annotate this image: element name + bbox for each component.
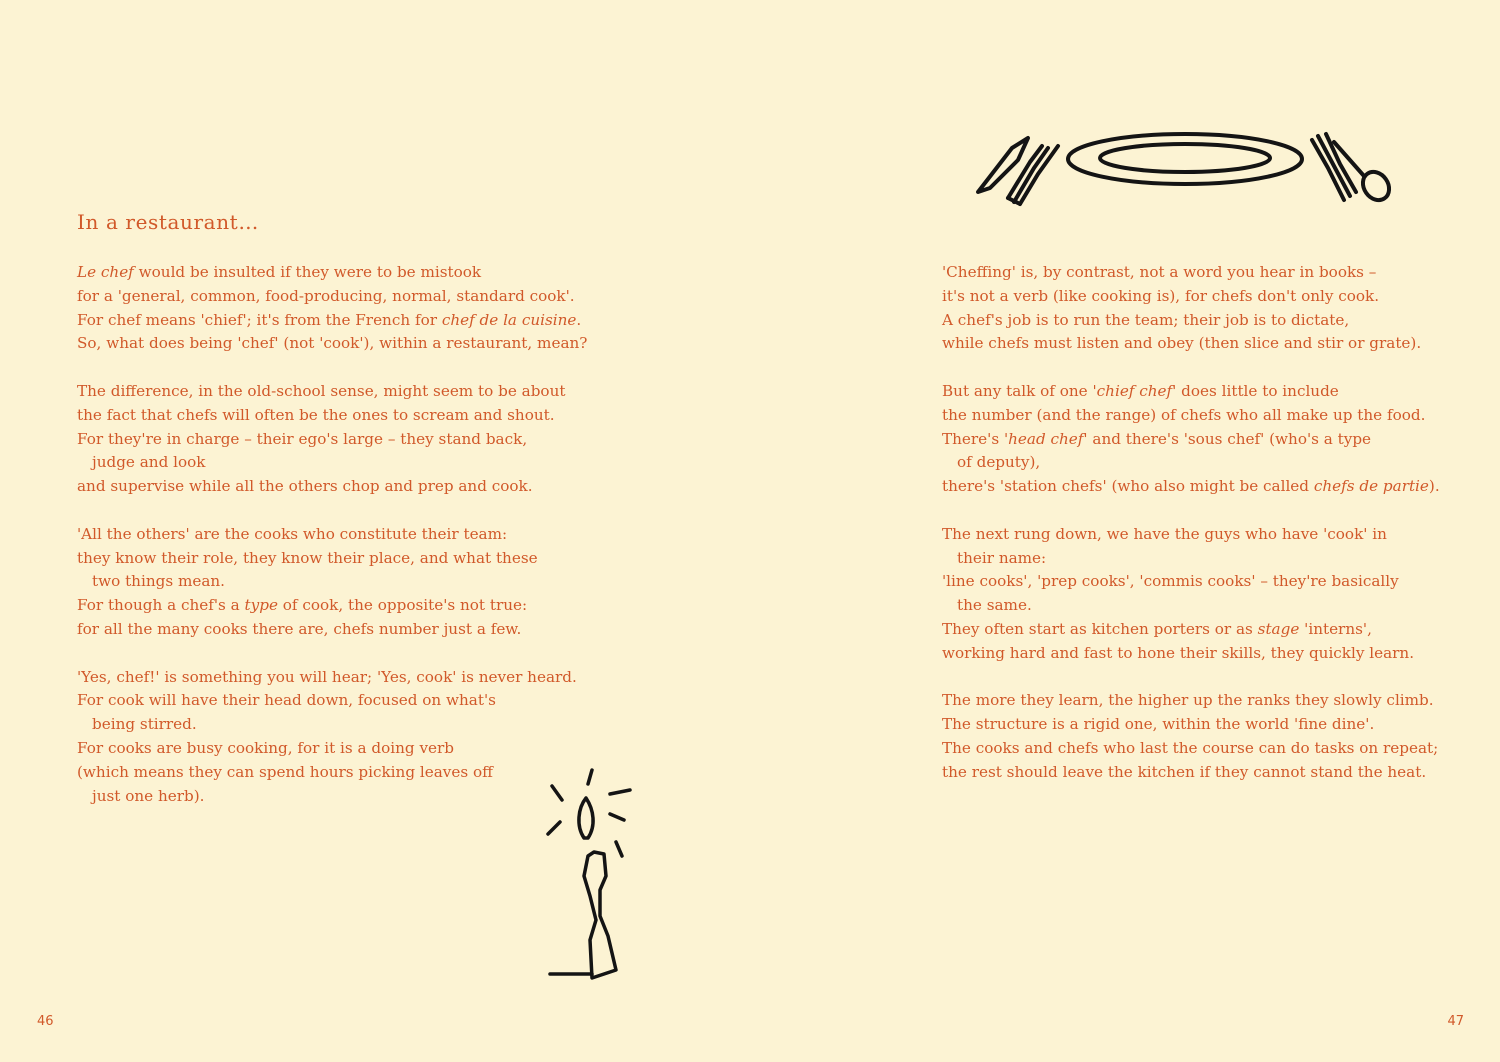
left-poem — [77, 261, 588, 832]
line-text: two things mean. — [92, 572, 225, 591]
poem-line — [77, 713, 577, 737]
line-text: For they're in charge – their ego's large – they stand back, — [77, 429, 528, 448]
line-text: . — [576, 310, 582, 329]
emphasis-text: type — [244, 596, 278, 615]
line-text: would be insulted if they were to be mistook — [133, 263, 482, 281]
line-text: For chef means 'chief'; it's from the French for — [77, 310, 442, 329]
page-number-left: 46 — [37, 1014, 54, 1029]
line-text: So, what does being 'chef' (not 'cook'), within a restaurant, mean? — [77, 334, 588, 353]
line-text: judge and look — [92, 453, 206, 472]
poem-line — [77, 547, 577, 571]
poem-line — [942, 428, 1442, 452]
emphasis-text: head chef — [1008, 429, 1084, 448]
line-text: 'line cooks', 'prep cooks', 'commis cooks' – they're basically — [942, 572, 1399, 591]
line-text: working hard and fast to hone their skills, they quickly learn. — [942, 643, 1415, 662]
poem-line — [77, 309, 582, 333]
poem-line — [942, 689, 1442, 713]
line-text: ' does little to include — [1172, 381, 1339, 400]
poem-line — [77, 570, 577, 594]
poem-line — [77, 761, 577, 785]
line-text: of cook, the opposite's not true: — [277, 596, 528, 615]
plate-icon — [1068, 134, 1302, 184]
poem-line — [942, 713, 1442, 737]
line-text: The more they learn, the higher up the ranks they slowly climb. — [942, 691, 1434, 710]
line-text: it's not a verb (like cooking is), for chefs don't only cook. — [942, 286, 1380, 305]
poem-line — [77, 261, 577, 285]
page-number-right: 47 — [1447, 1014, 1464, 1029]
poem-line — [77, 451, 577, 475]
line-text: ' and there's 'sous chef' (who's a type — [1083, 429, 1372, 448]
page-heading: In a restaurant… — [77, 210, 259, 234]
line-text: They often start as kitchen porters or as — [942, 619, 1258, 638]
poem-line — [77, 689, 577, 713]
line-text: while chefs must listen and obey (then slice and stir or grate). — [942, 334, 1422, 353]
poem-line — [942, 594, 1442, 618]
line-text: just one herb). — [92, 786, 205, 805]
poem-line — [942, 761, 1442, 785]
line-text: The structure is a rigid one, within the world 'fine dine'. — [942, 715, 1375, 734]
line-text: (which means they can spend hours picking leaves off — [77, 762, 493, 781]
poem-line — [77, 785, 577, 809]
line-text: The cooks and chefs who last the course can do tasks on repeat; — [942, 738, 1439, 757]
line-text: for all the many cooks there are, chefs number just a few. — [77, 619, 522, 638]
stanza — [77, 380, 577, 499]
line-text: and supervise while all the others chop and prep and cook. — [77, 477, 533, 496]
line-text: A chef's job is to run the team; their job is to dictate, — [942, 310, 1350, 329]
plate-cutlery-illustration — [972, 126, 1397, 212]
line-text: for a 'general, common, food-producing, normal, standard cook'. — [77, 286, 575, 305]
line-text: the rest should leave the kitchen if they cannot stand the heat. — [942, 762, 1427, 781]
poem-line — [77, 475, 577, 499]
line-text: 'interns', — [1299, 619, 1372, 638]
emphasis-text: chief chef — [1096, 381, 1173, 400]
line-text: 'All the others' are the cooks who constitute their team: — [77, 524, 508, 543]
poem-line — [77, 428, 577, 452]
line-text: But any talk of one ' — [942, 381, 1097, 400]
poem-line — [942, 332, 1442, 356]
line-text: For cooks are busy cooking, for it is a doing verb — [77, 738, 455, 757]
poem-line — [77, 404, 577, 428]
poem-line — [942, 404, 1442, 428]
emphasis-text: chef de la cuisine — [441, 310, 577, 329]
poem-line — [942, 261, 1442, 285]
poem-line — [77, 380, 577, 404]
line-text: 'Cheffing' is, by contrast, not a word you hear in books – — [942, 263, 1377, 281]
stanza — [942, 689, 1442, 784]
emphasis-text: chefs de partie — [1313, 477, 1429, 496]
line-text: there's 'station chefs' (who also might be called — [942, 477, 1314, 496]
candle-illustration — [540, 764, 640, 984]
line-text: The difference, in the old-school sense, might seem to be about — [77, 381, 566, 400]
poem-line — [942, 642, 1442, 666]
poem-line — [942, 547, 1442, 571]
poem-line — [77, 618, 577, 642]
stanza — [77, 666, 577, 809]
right-poem — [942, 261, 1442, 808]
line-text: For cook will have their head down, focused on what's — [77, 691, 496, 710]
line-text: For though a chef's a — [77, 596, 245, 615]
stanza — [77, 261, 588, 356]
candle-body-icon — [584, 852, 616, 978]
emphasis-text: stage — [1257, 619, 1300, 638]
poem-line — [942, 475, 1442, 499]
stanza — [942, 380, 1442, 499]
poem-line — [942, 737, 1442, 761]
line-text: the fact that chefs will often be the ones to scream and shout. — [77, 405, 555, 424]
poem-line — [942, 451, 1442, 475]
stanza — [77, 523, 577, 642]
line-text: being stirred. — [92, 715, 197, 734]
poem-line — [77, 594, 577, 618]
poem-line — [942, 618, 1442, 642]
poem-line — [77, 285, 577, 309]
poem-line — [77, 523, 577, 547]
stanza — [942, 523, 1442, 666]
line-text: their name: — [957, 548, 1047, 567]
line-text: ). — [1428, 477, 1440, 496]
poem-line — [77, 666, 577, 690]
poem-line — [942, 285, 1442, 309]
poem-line — [942, 523, 1442, 547]
fork-icon — [1008, 146, 1058, 204]
poem-line — [77, 737, 577, 761]
line-text: 'Yes, chef!' is something you will hear; 'Yes, cook' is never heard. — [77, 667, 577, 686]
flame-icon — [579, 798, 593, 838]
emphasis-text: Le chef — [77, 263, 134, 281]
line-text: the number (and the range) of chefs who all make up the food. — [942, 405, 1426, 424]
flame-rays-icon — [548, 770, 630, 856]
line-text: they know their role, they know their place, and what these — [77, 548, 538, 567]
poem-line — [942, 570, 1442, 594]
poem-line — [77, 332, 588, 356]
knife-icon — [978, 138, 1028, 192]
poem-line — [942, 309, 1442, 333]
poem-line — [942, 380, 1442, 404]
stanza — [942, 261, 1442, 356]
line-text: There's ' — [942, 429, 1009, 448]
line-text: of deputy), — [957, 453, 1041, 472]
line-text: the same. — [957, 596, 1032, 615]
line-text: The next rung down, we have the guys who have 'cook' in — [942, 524, 1387, 543]
